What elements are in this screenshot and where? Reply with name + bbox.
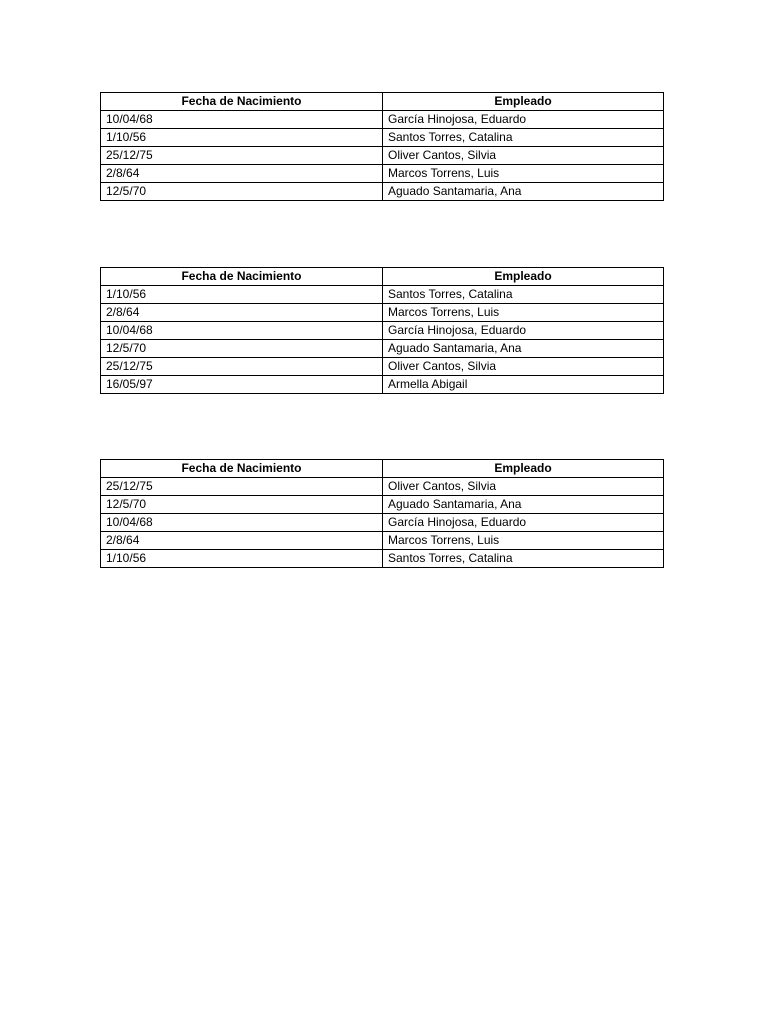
cell-birthdate: 25/12/75 xyxy=(101,147,383,165)
table-header-row xyxy=(101,268,664,286)
cell-employee: García Hinojosa, Eduardo xyxy=(383,111,664,129)
table-row xyxy=(101,496,664,514)
cell-employee: Oliver Cantos, Silvia xyxy=(383,147,664,165)
cell-employee: Aguado Santamaria, Ana xyxy=(383,496,664,514)
cell-employee: Oliver Cantos, Silvia xyxy=(383,358,664,376)
table-row xyxy=(101,286,664,304)
cell-employee: Santos Torres, Catalina xyxy=(383,550,664,568)
cell-birthdate: 10/04/68 xyxy=(101,322,383,340)
cell-employee: Santos Torres, Catalina xyxy=(383,286,664,304)
table-row xyxy=(101,514,664,532)
header-birthdate: Fecha de Nacimiento xyxy=(101,460,383,478)
cell-employee: Aguado Santamaria, Ana xyxy=(383,340,664,358)
cell-employee: Marcos Torrens, Luis xyxy=(383,304,664,322)
cell-birthdate: 2/8/64 xyxy=(101,165,383,183)
table-row xyxy=(101,532,664,550)
cell-employee: Aguado Santamaria, Ana xyxy=(383,183,664,201)
cell-employee: García Hinojosa, Eduardo xyxy=(383,514,664,532)
table-row xyxy=(101,129,664,147)
header-employee: Empleado xyxy=(383,268,664,286)
header-birthdate: Fecha de Nacimiento xyxy=(101,93,383,111)
cell-birthdate: 12/5/70 xyxy=(101,183,383,201)
cell-birthdate: 2/8/64 xyxy=(101,304,383,322)
cell-birthdate: 12/5/70 xyxy=(101,496,383,514)
cell-employee: Marcos Torrens, Luis xyxy=(383,165,664,183)
table-row xyxy=(101,550,664,568)
table-row xyxy=(101,376,664,394)
table-row xyxy=(101,340,664,358)
cell-birthdate: 12/5/70 xyxy=(101,340,383,358)
header-employee: Empleado xyxy=(383,460,664,478)
cell-employee: Marcos Torrens, Luis xyxy=(383,532,664,550)
cell-birthdate: 16/05/97 xyxy=(101,376,383,394)
cell-employee: Armella Abigail xyxy=(383,376,664,394)
employee-table-3 xyxy=(100,459,664,568)
employee-table-1 xyxy=(100,92,664,201)
cell-employee: García Hinojosa, Eduardo xyxy=(383,322,664,340)
cell-birthdate: 1/10/56 xyxy=(101,129,383,147)
table-row xyxy=(101,147,664,165)
employee-table-2 xyxy=(100,267,664,394)
header-employee: Empleado xyxy=(383,93,664,111)
cell-birthdate: 1/10/56 xyxy=(101,286,383,304)
table-header-row xyxy=(101,460,664,478)
table-row xyxy=(101,322,664,340)
table-row xyxy=(101,165,664,183)
table-row xyxy=(101,478,664,496)
cell-birthdate: 10/04/68 xyxy=(101,514,383,532)
table-header-row xyxy=(101,93,664,111)
cell-birthdate: 10/04/68 xyxy=(101,111,383,129)
table-row xyxy=(101,111,664,129)
cell-birthdate: 1/10/56 xyxy=(101,550,383,568)
cell-birthdate: 25/12/75 xyxy=(101,478,383,496)
table-row xyxy=(101,304,664,322)
cell-employee: Oliver Cantos, Silvia xyxy=(383,478,664,496)
cell-birthdate: 25/12/75 xyxy=(101,358,383,376)
cell-birthdate: 2/8/64 xyxy=(101,532,383,550)
cell-employee: Santos Torres, Catalina xyxy=(383,129,664,147)
header-birthdate: Fecha de Nacimiento xyxy=(101,268,383,286)
table-row xyxy=(101,183,664,201)
table-row xyxy=(101,358,664,376)
